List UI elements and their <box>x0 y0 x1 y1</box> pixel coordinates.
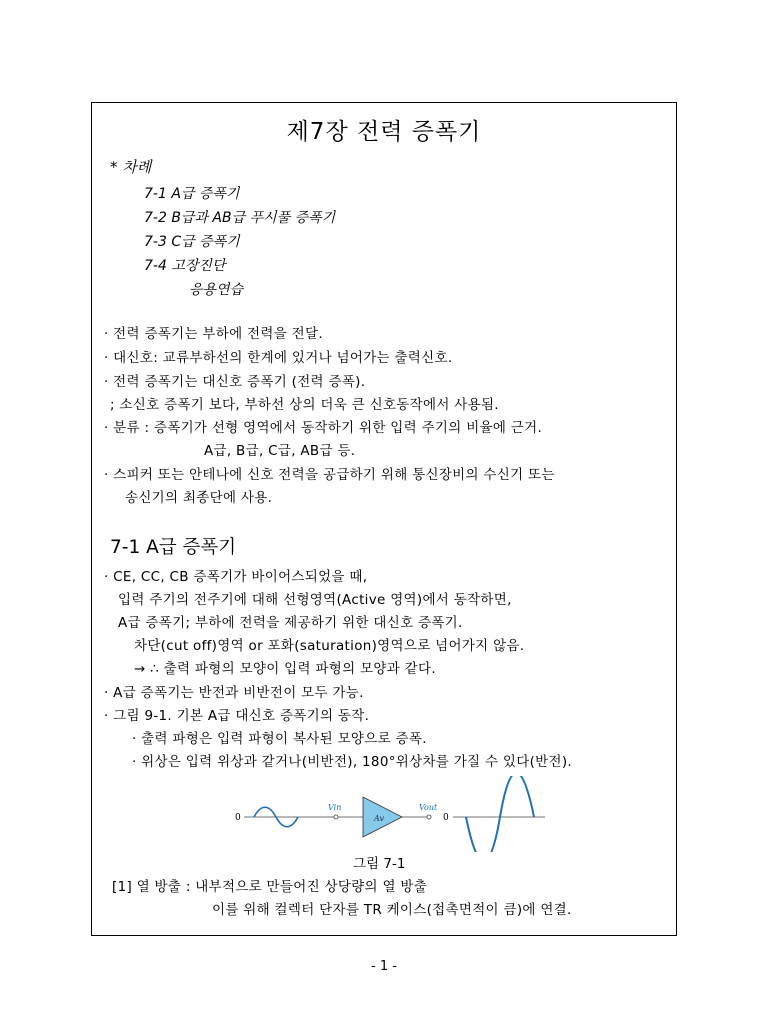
intro-line: ; 소신호 증폭기 보다, 부하선 상의 더욱 큰 신호동작에서 사용됨. <box>110 397 499 413</box>
page-frame <box>91 102 677 936</box>
input-zero-label: 0 <box>235 813 241 823</box>
gain-label: Av <box>374 814 384 823</box>
toc-item: 7-1 A급 증폭기 <box>144 186 240 202</box>
vout-label: Vout <box>419 803 438 812</box>
section-line: · 그림 9-1. 기본 A급 대신호 증폭기의 동작. <box>104 708 370 724</box>
intro-line: 송신기의 최종단에 사용. <box>125 490 273 506</box>
intro-line: · 전력 증폭기는 부하에 전력을 전달. <box>104 326 323 342</box>
figure-caption: 그림 7-1 <box>353 856 406 872</box>
section-line: · A급 증폭기는 반전과 비반전이 모두 가능. <box>104 685 364 701</box>
section-line: A급 증폭기; 부하에 전력을 제공하기 위한 대신호 증폭기. <box>118 615 463 631</box>
intro-line: · 대신호: 교류부하선의 한계에 있거나 넘어가는 출력신호. <box>104 350 453 366</box>
vin-label: Vin <box>328 803 342 812</box>
input-terminal <box>334 815 338 819</box>
section-title: 7-1 A급 증폭기 <box>110 537 237 558</box>
toc-item: 7-2 B급과 AB급 푸시풀 증폭기 <box>144 210 336 226</box>
toc-heading: * 차례 <box>110 158 152 176</box>
amplifier-figure <box>232 776 562 852</box>
section-line: → ∴ 출력 파형의 모양이 입력 파형의 모양과 같다. <box>134 661 436 677</box>
intro-line: A급, B급, C급, AB급 등. <box>204 443 356 459</box>
output-terminal <box>427 815 431 819</box>
output-zero-label: 0 <box>443 813 449 823</box>
toc-item: 7-4 고장진단 <box>144 258 226 274</box>
heat-line: [1] 열 방출 : 내부적으로 만들어진 상당량의 열 방출 <box>112 879 428 895</box>
section-line: · 출력 파형은 입력 파형이 복사된 모양으로 증폭. <box>132 731 427 747</box>
toc-item: 응용연습 <box>189 282 244 298</box>
section-line: · 위상은 입력 위상과 같거나(비반전), 180°위상차를 가질 수 있다(반전). <box>132 754 573 770</box>
intro-line: · 스피커 또는 안테나에 신호 전력을 공급하기 위해 통신장비의 수신기 또는 <box>104 467 555 483</box>
page-number: - 1 - <box>371 959 397 974</box>
output-waveform <box>466 776 534 852</box>
section-line: 차단(cut off)영역 or 포화(saturation)영역으로 넘어가지 않음. <box>134 638 525 654</box>
intro-line: · 전력 증폭기는 대신호 증폭기 (전력 증폭). <box>104 374 366 390</box>
intro-line: · 분류 : 증폭기가 선형 영역에서 동작하기 위한 입력 주기의 비율에 근거. <box>104 420 543 436</box>
toc-item: 7-3 C급 증폭기 <box>144 234 240 250</box>
section-line: · CE, CC, CB 증폭기가 바이어스되었을 때, <box>104 569 368 585</box>
heat-line: 이를 위해 컬렉터 단자를 TR 케이스(접촉면적이 큼)에 연결. <box>212 902 572 918</box>
section-line: 입력 주기의 전주기에 대해 선형영역(Active 영역)에서 동작하면, <box>118 592 512 608</box>
chapter-title: 제7장 전력 증폭기 <box>286 119 482 145</box>
